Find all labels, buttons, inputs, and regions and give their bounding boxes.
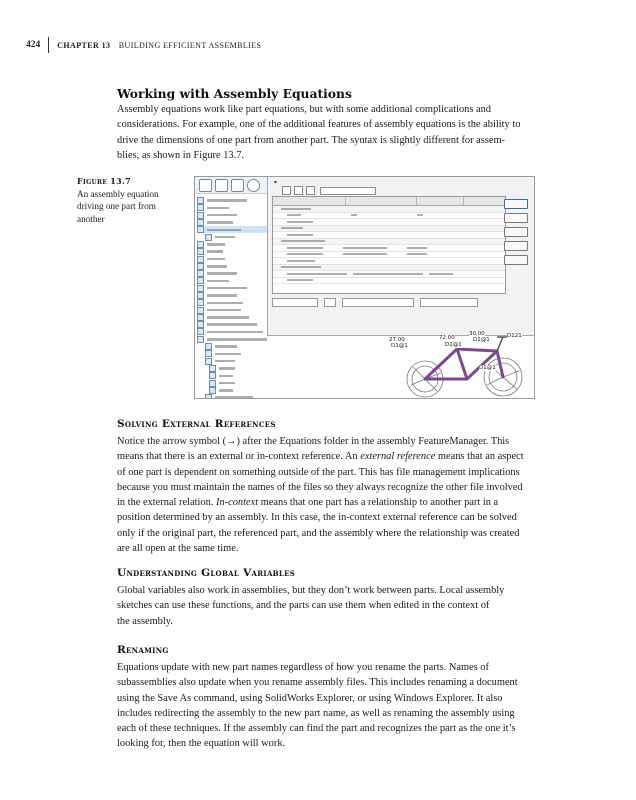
text-line: because you must maintain the names of the files so they always recognize the other file involved [117, 481, 523, 493]
feature-manager-toolbar [195, 177, 273, 194]
export-button [504, 241, 528, 251]
chapter-label: CHAPTER 13 [57, 40, 111, 50]
import-button [504, 227, 528, 237]
equations-grid [272, 196, 506, 294]
chapter-heading [57, 41, 261, 50]
text-line: means that an aspect [435, 451, 524, 463]
paragraph-assembly-equations [117, 102, 595, 163]
dimension-label: D1@1 [473, 337, 490, 343]
filter-field [320, 187, 376, 195]
text-line: subassemblies also update when you rename assembly files. This includes renaming a document [117, 677, 518, 689]
running-header [26, 36, 261, 54]
paragraph-external-references [117, 434, 595, 556]
figure-screenshot [194, 176, 535, 399]
dialog-title-bar: ▪ [274, 179, 277, 184]
emphasis-external-reference: external reference [360, 451, 436, 463]
feature-manager-icon [199, 179, 212, 192]
configuration-manager-icon [231, 179, 244, 192]
text-line: of one part is dependent on something outside of the part. This has file management implications [117, 466, 520, 478]
dimension-label: 27.00 [389, 337, 405, 343]
text-line: includes redirecting the assembly to the new part name, as well as renaming the assembly using [117, 707, 515, 719]
text-line: looking for, then the equation will work. [117, 738, 286, 750]
paragraph-renaming [117, 660, 595, 752]
section-heading-assembly-equations: Working with Assembly Equations [117, 86, 352, 101]
text-line: Equations update with new part names regardless of how you rename the parts. Names of [117, 662, 489, 673]
text-line: using the Save As command, using SolidWorks Explorer, or using Windows Explorer. It also [117, 692, 503, 704]
page-number: 424 [26, 40, 41, 50]
dimension-label: D1@1 [479, 365, 496, 371]
text-line: only if the original part, the referenced part, and the assembly where the relationship was created [117, 527, 520, 539]
text-line: drive the dimensions of one part from another part. The syntax is slightly different for assem- [117, 134, 506, 146]
text-line: the assembly. [117, 615, 173, 627]
dimension-label: 30.00 [469, 331, 485, 337]
dimension-label: D121 [507, 333, 522, 339]
header-divider [48, 37, 49, 53]
feature-tree [197, 197, 275, 399]
dimension-label: 72.00 [439, 335, 455, 341]
text-line: position determined by an assembly. In this case, the in-context external reference can be solved [117, 512, 517, 524]
text-line: each of these techniques. If the assembly can find the part and recognizes the part as the one it’s [117, 723, 516, 735]
text-line: Assembly equations work like part equations, but with some additional complications and [117, 104, 491, 115]
text-line: means that there is an external or in-context reference. An [117, 451, 361, 463]
text-line: means that one part has a relationship to another part in a [258, 497, 499, 509]
text-line: in the external relation. [117, 497, 216, 509]
property-manager-icon [215, 179, 228, 192]
cancel-button [504, 213, 528, 223]
text-line: considerations. For example, one of the additional features of assembly equations is the ability to [117, 119, 521, 131]
dialog-buttons [504, 199, 528, 269]
dimension-label: D1@1 [391, 343, 408, 349]
graphics-area [385, 331, 534, 398]
text-line: sketches can use these functions, and the parts can use them when edited in the context of [117, 600, 490, 612]
text-line: Notice the arrow symbol (→) after the Equations folder in the assembly FeatureManager. This [117, 436, 510, 447]
figure-label: Figure 13.7 [77, 176, 131, 186]
section-heading-external-references: Solving External References [117, 418, 276, 430]
dimension-label: D1@1 [445, 342, 462, 348]
figure-caption: An assembly equation driving one part from another [77, 189, 159, 224]
equations-dialog [267, 177, 534, 336]
ok-button [504, 199, 528, 209]
text-line: are all open at the same time. [117, 543, 239, 555]
emphasis-in-context: In-context [215, 497, 259, 509]
dialog-options-bar [272, 298, 498, 307]
equations-folder-row [197, 226, 275, 233]
text-line: Global variables also work in assemblies, but they don’t work between parts. Local assembly [117, 585, 505, 596]
section-heading-global-variables: Understanding Global Variables [117, 567, 296, 579]
paragraph-global-variables [117, 583, 595, 629]
chapter-title: BUILDING EFFICIENT ASSEMBLIES [118, 40, 262, 50]
help-button [504, 255, 528, 265]
dim-expert-icon [247, 179, 260, 192]
section-heading-renaming: Renaming [117, 644, 169, 656]
text-line: blies, as shown in Figure 13.7. [117, 149, 244, 161]
dialog-toolbar [282, 186, 315, 195]
